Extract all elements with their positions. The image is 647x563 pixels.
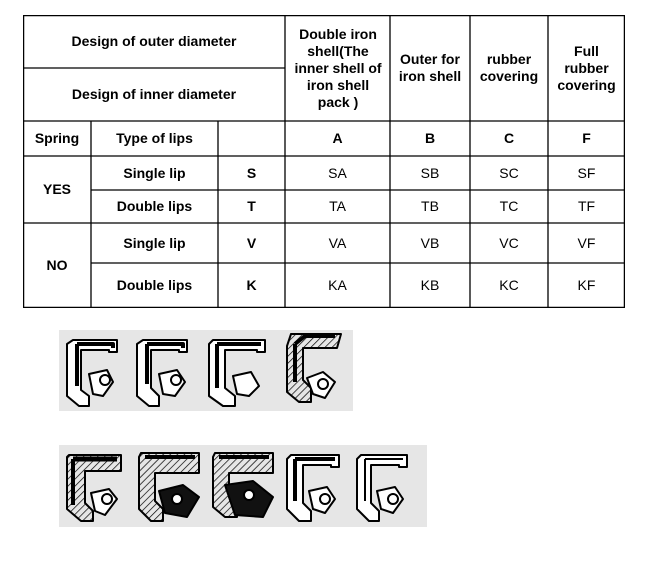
table-cell: TB	[421, 198, 439, 214]
inner-diameter-header: Design of inner diameter	[71, 86, 237, 102]
seal-profiles-top	[59, 330, 353, 411]
table-cell: SC	[499, 164, 519, 181]
seal-profile-icon	[137, 340, 187, 406]
type-of-lips-header: Type of lips	[116, 130, 193, 146]
table-cell: KA	[328, 277, 347, 293]
spring-yes: YES	[42, 181, 71, 197]
seal-profile-icon	[67, 455, 121, 521]
seal-profile-icon	[287, 334, 341, 402]
seal-diagram-panel-top	[59, 330, 353, 411]
col-a-code: A	[332, 130, 343, 146]
table-cell: KF	[577, 277, 596, 293]
spring-header: Spring	[34, 130, 80, 146]
seal-profile-icon	[139, 453, 199, 521]
table-cell: SF	[577, 164, 596, 181]
lip-type-cell: Double lips	[116, 198, 193, 214]
table-cell: VC	[499, 234, 519, 251]
seal-profile-icon	[67, 340, 117, 406]
col-b-description: Outer for iron shell	[398, 51, 462, 84]
lip-code-cell: S	[246, 164, 257, 181]
spring-no: NO	[46, 257, 68, 273]
col-f-description: Full rubber covering	[557, 42, 616, 93]
table-cell: SB	[420, 164, 440, 181]
table-cell: VB	[420, 234, 440, 251]
seal-diagram-panel-bottom	[59, 445, 427, 527]
lip-code-cell: K	[246, 277, 257, 293]
seal-profile-icon	[209, 340, 265, 406]
lip-type-cell: Double lips	[116, 277, 193, 293]
lip-code-cell: T	[247, 198, 256, 214]
seal-profile-icon	[357, 455, 407, 521]
col-b-code: B	[424, 130, 436, 146]
seal-profile-icon	[213, 453, 273, 517]
col-a-description: Double iron shell(The inner shell of iron shell pack )	[294, 25, 382, 110]
col-f-code: F	[582, 130, 591, 146]
col-c-code: C	[503, 130, 515, 146]
table-cell: TC	[499, 198, 519, 214]
seal-profiles-bottom	[59, 445, 427, 527]
table-cell: KB	[420, 277, 440, 293]
lip-code-cell: V	[246, 234, 257, 251]
table-cell: VA	[328, 234, 347, 251]
seal-type-table	[23, 15, 625, 308]
outer-diameter-header: Design of outer diameter	[71, 33, 237, 49]
col-c-description: rubber covering	[479, 51, 539, 84]
table-cell: KC	[499, 277, 519, 293]
table-cell: TA	[329, 198, 346, 214]
seal-profile-icon	[287, 455, 339, 521]
code-header	[218, 121, 285, 156]
lip-type-cell: Single lip	[123, 234, 186, 251]
lip-type-cell: Single lip	[123, 164, 186, 181]
table-cell: VF	[577, 234, 596, 251]
table-cell: TF	[577, 198, 596, 214]
table-cell: SA	[328, 164, 347, 181]
